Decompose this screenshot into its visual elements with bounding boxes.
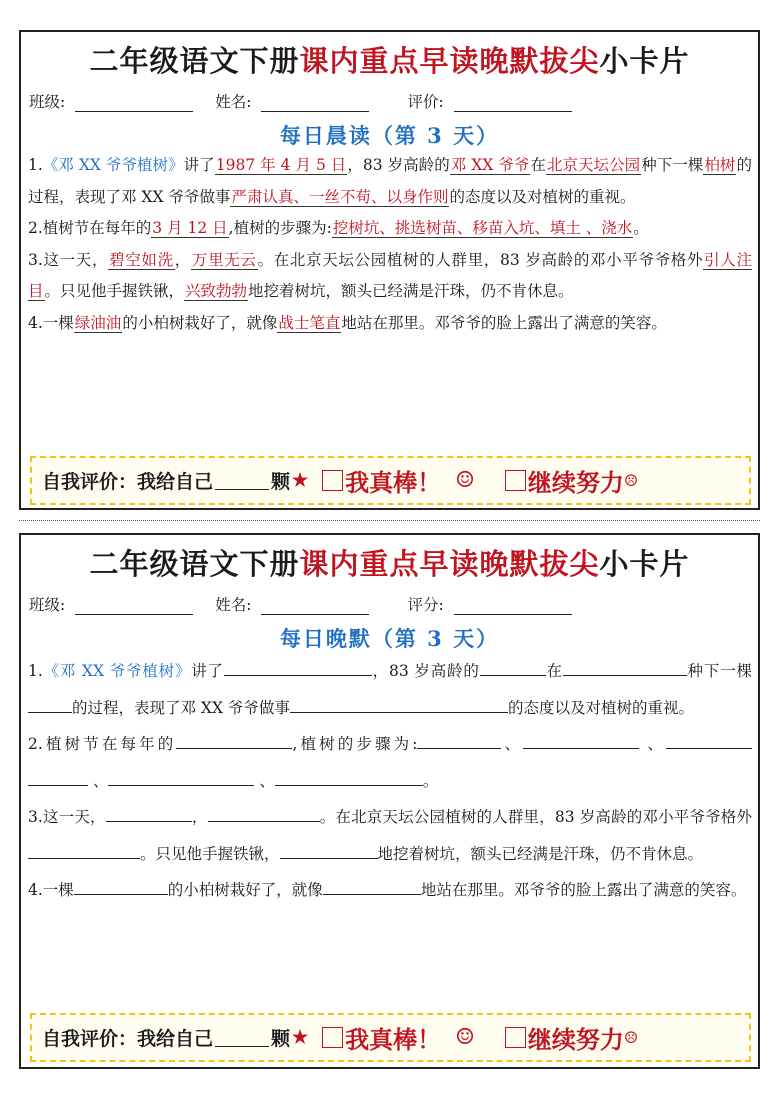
answer: 引人注目 — [28, 250, 752, 300]
paragraph-2 — [28, 726, 752, 799]
score-field[interactable] — [454, 94, 572, 112]
blank-field[interactable] — [106, 807, 192, 822]
class-label: 班级: — [29, 596, 66, 614]
item-number: 1. — [28, 662, 43, 680]
text: 讲了 — [183, 156, 215, 174]
title-part-black: 二年级语文下册 — [89, 547, 300, 581]
answer: 北京天坛公园 — [546, 156, 641, 174]
blank-field[interactable] — [563, 661, 687, 676]
frown-icon: ☹ — [623, 1028, 639, 1047]
answer: 3 月 12 日 — [152, 219, 228, 237]
star-count-field[interactable] — [215, 1029, 269, 1047]
answer: 战士笔直 — [278, 313, 341, 332]
text: 4.一棵 — [28, 313, 74, 332]
smile-icon: ☺ — [455, 1025, 475, 1050]
cut-line-divider — [19, 520, 760, 521]
option-keep-trying[interactable] — [505, 463, 638, 498]
star-icon: ★ — [292, 470, 309, 491]
paragraph-2 — [28, 213, 752, 245]
blank-field[interactable] — [417, 734, 501, 749]
paragraph-1 — [28, 150, 752, 213]
checkbox-keep-trying[interactable] — [505, 470, 526, 491]
blank-field[interactable] — [28, 771, 88, 786]
name-label: 姓名: — [215, 93, 252, 111]
text: 的态度以及对植树的重视。 — [507, 698, 694, 717]
text: ,植树的步骤为: — [292, 735, 418, 753]
blank-field[interactable] — [323, 880, 421, 895]
answer: 柏树 — [704, 156, 736, 174]
option-keep-trying[interactable] — [505, 1020, 638, 1055]
checkbox-great[interactable] — [322, 1027, 343, 1048]
text: 的态度以及对植树的重视。 — [449, 187, 636, 206]
blank-field[interactable] — [224, 661, 372, 676]
answer: 挖树坑、挑选树苗、移苗入坑、填土 、浇水 — [332, 219, 633, 237]
separator: 、 — [501, 735, 524, 753]
class-label: 班级: — [29, 93, 66, 111]
answer: 严肃认真、一丝不苟、以身作则 — [231, 187, 449, 206]
title-part-tail: 小卡片 — [599, 44, 690, 78]
self-evaluation-box — [30, 1013, 751, 1062]
book-title: 《邓 XX 爷爷植树》 — [42, 662, 192, 680]
text: 种下一棵 — [641, 156, 704, 174]
blank-field[interactable] — [176, 734, 292, 749]
title-part-red: 课内重点早读晚默拔尖 — [299, 547, 600, 581]
text: 3.这一天， — [28, 808, 106, 826]
option-great-label: 我真棒！ — [345, 1025, 442, 1054]
unit-label: 颗 — [271, 471, 291, 493]
text: 的过程，表现了邓 XX 爷爷做事 — [72, 698, 290, 717]
class-field[interactable] — [75, 94, 193, 112]
answer: 兴致勃勃 — [185, 282, 248, 300]
info-row — [29, 90, 758, 112]
blank-field[interactable] — [666, 734, 752, 749]
text: 。 — [422, 771, 439, 790]
title-part-red: 课内重点早读晚默拔尖 — [299, 44, 600, 78]
card-title — [21, 542, 758, 583]
text: 在 — [530, 156, 546, 174]
option-great-label: 我真棒！ — [345, 468, 442, 497]
text: 种下一棵 — [686, 662, 752, 680]
blank-field[interactable] — [480, 661, 546, 676]
text: 。 — [633, 219, 649, 237]
blank-field[interactable] — [28, 844, 140, 859]
text: 。在北京天坛公园植树的人群里，83 岁高龄的邓小平爷爷格外 — [319, 808, 752, 826]
checkbox-great[interactable] — [322, 470, 343, 491]
blank-field[interactable] — [275, 771, 423, 786]
paragraph-3 — [28, 245, 752, 308]
blank-field[interactable] — [208, 807, 320, 822]
separator: 、 — [92, 771, 109, 790]
card-subtitle: 每日晨读（第 3 天） — [279, 123, 500, 148]
text: 。在北京天坛公园植树的人群里，83 岁高龄的邓小平爷爷格外 — [257, 250, 704, 269]
option-keep-trying-label: 继续努力 — [527, 468, 624, 497]
text: ，83 岁高龄的 — [371, 662, 480, 680]
text: 地站在那里。邓爷爷的脸上露出了满意的笑容。 — [341, 313, 667, 332]
text: 地站在那里。邓爷爷的脸上露出了满意的笑容。 — [420, 881, 747, 899]
text: 地挖着树坑，额头已经满是汗珠，仍不肯休息。 — [248, 282, 574, 300]
title-part-tail: 小卡片 — [599, 547, 690, 581]
score-label: 评分: — [407, 596, 444, 614]
score-label: 评价: — [407, 93, 444, 111]
paragraph-4 — [28, 872, 752, 909]
text: 地挖着树坑，额头已经满是汗珠，仍不肯休息。 — [377, 844, 704, 863]
text: 。只见他手握铁锹， — [44, 282, 185, 300]
info-row — [29, 593, 758, 615]
answer: 1987 年 4 月 5 日 — [215, 156, 347, 174]
book-title: 《邓 XX 爷爷植树》 — [42, 156, 184, 174]
blank-field[interactable] — [108, 771, 254, 786]
evening-dictation-card — [19, 533, 760, 1069]
morning-reading-card — [19, 30, 760, 510]
text: ,植树的步骤为: — [228, 219, 332, 237]
score-field[interactable] — [454, 597, 572, 615]
blank-field[interactable] — [74, 880, 168, 895]
star-icon: ★ — [292, 1027, 309, 1048]
blank-field[interactable] — [290, 698, 508, 713]
item-number: 1. — [28, 156, 43, 174]
option-great[interactable] — [322, 463, 475, 498]
option-great[interactable] — [322, 1020, 475, 1055]
name-label: 姓名: — [215, 596, 252, 614]
smile-icon: ☺ — [455, 468, 475, 493]
paragraph-3 — [28, 799, 752, 872]
text: 3.这一天， — [28, 250, 109, 269]
self-eval-label: 自我评价：我给自己 — [42, 1028, 214, 1050]
text: 讲了 — [191, 662, 224, 680]
answer: 碧空如洗 — [109, 250, 174, 269]
text: 2.植树节在每年的 — [28, 219, 152, 237]
text: 4.一棵 — [28, 881, 74, 899]
card-subtitle: 每日晚默（第 3 天） — [279, 626, 500, 651]
text: ， — [174, 250, 191, 269]
class-field[interactable] — [75, 597, 193, 615]
paragraph-1 — [28, 653, 752, 726]
star-count-field[interactable] — [215, 472, 269, 490]
text: 的小柏树栽好了，就像 — [122, 313, 278, 332]
text: 。只见他手握铁锹， — [140, 844, 280, 863]
text: 2.植树节在每年的 — [28, 735, 177, 753]
text: ， — [191, 808, 208, 826]
title-part-black: 二年级语文下册 — [89, 44, 300, 78]
blank-field[interactable] — [523, 734, 639, 749]
frown-icon: ☹ — [623, 471, 639, 490]
self-evaluation-box — [30, 456, 751, 505]
self-eval-label: 自我评价：我给自己 — [42, 471, 214, 493]
text: 的过程，表现了邓 XX 爷爷做事 — [28, 156, 752, 206]
checkbox-keep-trying[interactable] — [505, 1027, 526, 1048]
text: 在 — [545, 662, 563, 680]
blank-field[interactable] — [280, 844, 378, 859]
separator: 、 — [647, 735, 666, 753]
name-field[interactable] — [261, 94, 369, 112]
text: ，83 岁高龄的 — [347, 156, 450, 174]
answer: 邓 XX 爷爷 — [450, 156, 530, 174]
answer: 绿油油 — [74, 313, 122, 332]
blank-field[interactable] — [28, 698, 72, 713]
name-field[interactable] — [261, 597, 369, 615]
unit-label: 颗 — [271, 1028, 291, 1050]
paragraph-4 — [28, 308, 752, 340]
separator: 、 — [259, 771, 275, 790]
option-keep-trying-label: 继续努力 — [527, 1025, 624, 1054]
text: 的小柏树栽好了，就像 — [167, 881, 323, 899]
card-title — [21, 39, 758, 80]
answer: 万里无云 — [191, 250, 257, 269]
